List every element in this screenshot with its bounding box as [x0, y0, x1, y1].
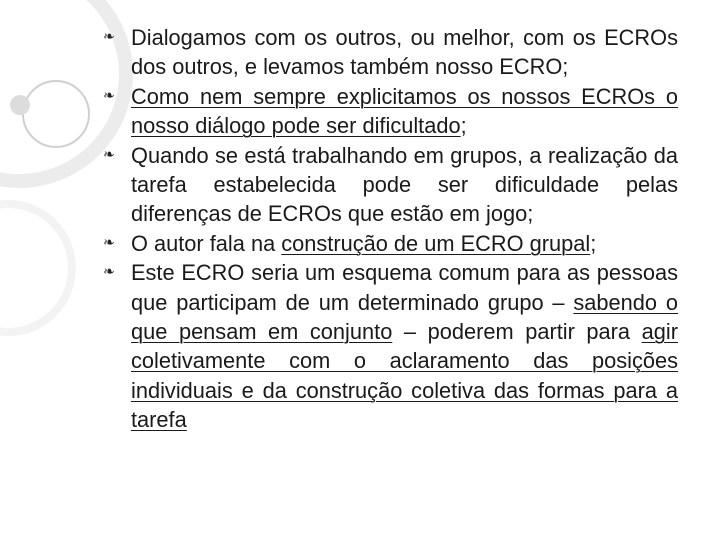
decorative-dot: [10, 95, 30, 115]
underlined-text: agir coletivamente com o aclaramento das posições individuais e da construção coletiva das formas para a tarefa: [131, 319, 678, 433]
leaf-bullet-icon: ❧: [103, 29, 115, 45]
decorative-ring-faint: [0, 200, 76, 336]
bullet-item: [103, 258, 678, 434]
bullet-text: ;: [460, 113, 467, 139]
leaf-bullet-icon: ❧: [103, 87, 115, 104]
bullet-item: [103, 23, 678, 82]
bullet-item: [103, 229, 678, 258]
bullet-text: – poderem partir para: [392, 319, 642, 345]
bullet-text: Quando se está trabalhando em grupos, a realização da tarefa estabelecida pode ser dificuldade pelas diferenças de ECROs que estão em jogo;: [131, 142, 678, 227]
leaf-bullet-icon: ❧: [103, 264, 115, 281]
bullet-item: [103, 82, 678, 141]
slide-body: [103, 23, 678, 435]
bullet-text: O autor fala na: [131, 230, 282, 256]
leaf-bullet-icon: ❧: [103, 146, 115, 163]
bullet-text: Este ECRO seria um esquema comum para as pessoas que participam de um determinado grupo –: [131, 260, 678, 315]
bullet-text: Dialogamos com os outros, ou melhor, com os ECROs dos outros, e levamos também nosso ECRO;: [131, 25, 678, 80]
underlined-text: Como nem sempre explicitamos os nossos ECROs o nosso diálogo pode ser dificultado: [131, 83, 678, 139]
bullet-text: ;: [590, 230, 597, 256]
decorative-ring-small: [22, 80, 90, 148]
underlined-text: sabendo o que pensam em conjunto: [131, 289, 679, 345]
leaf-bullet-icon: ❧: [103, 234, 115, 251]
bullet-item: [103, 141, 678, 229]
underlined-text: construção de um ECRO grupal: [281, 230, 591, 256]
